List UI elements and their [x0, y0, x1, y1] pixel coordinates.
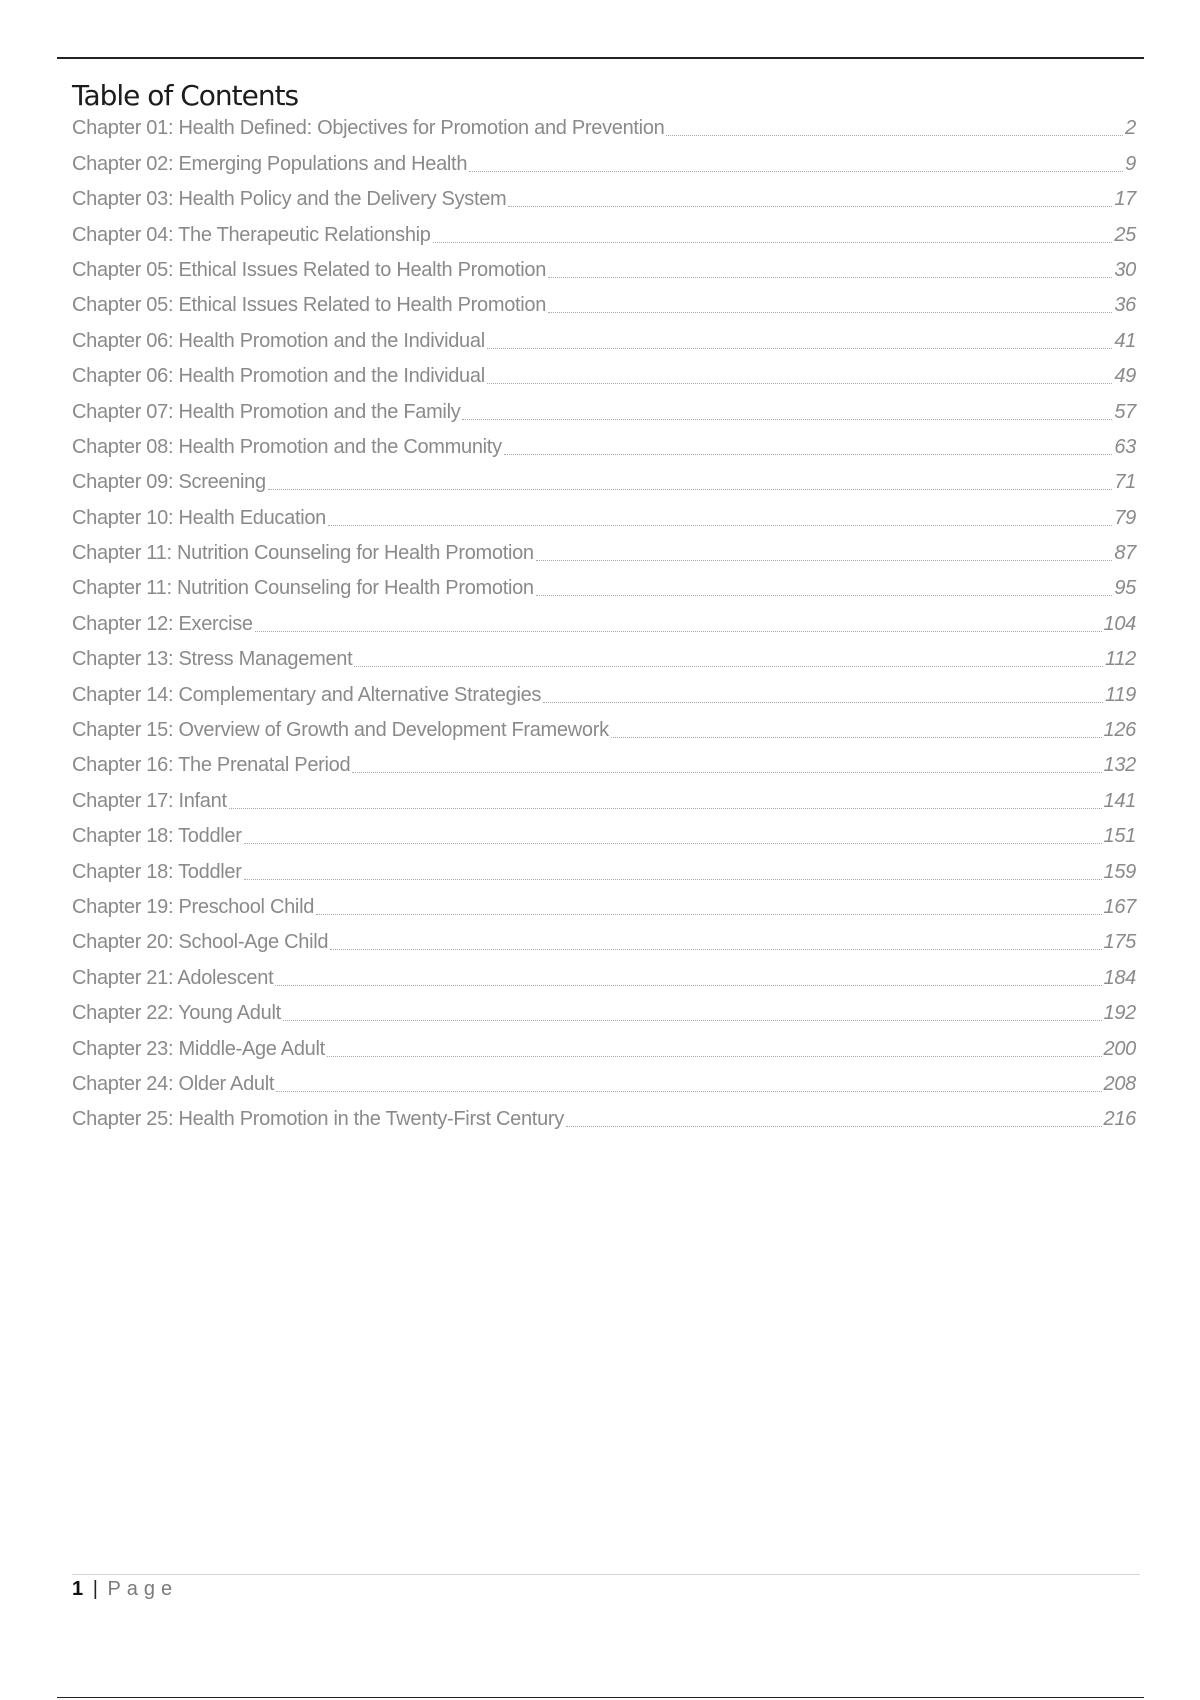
toc-dot-leader	[666, 135, 1123, 136]
toc-dot-leader	[255, 631, 1102, 632]
toc-entry[interactable]	[72, 961, 1136, 996]
toc-entry[interactable]	[72, 324, 1136, 359]
toc-entry-page: 184	[1103, 966, 1136, 989]
toc-entry-label: Chapter 04: The Therapeutic Relationship	[72, 223, 431, 246]
toc-entry-page: 192	[1103, 1002, 1136, 1025]
toc-entry[interactable]	[72, 501, 1136, 536]
toc-dot-leader	[536, 595, 1113, 596]
toc-entry-page: 151	[1103, 825, 1136, 848]
toc-dot-leader	[327, 1056, 1102, 1057]
footer-separator: |	[92, 1578, 98, 1600]
toc-entry-label: Chapter 18: Toddler	[72, 825, 242, 848]
toc-entry[interactable]	[72, 749, 1136, 784]
toc-entry-label: Chapter 05: Ethical Issues Related to Health Promotion	[72, 294, 547, 317]
toc-dot-leader	[275, 985, 1101, 986]
toc-dot-leader	[229, 808, 1102, 809]
toc-entry-label: Chapter 25: Health Promotion in the Twenty-First Century	[72, 1108, 564, 1131]
page-title: Table of Contents	[72, 78, 299, 112]
toc-entry[interactable]	[72, 714, 1136, 749]
toc-entry-label: Chapter 13: Stress Management	[72, 648, 353, 671]
toc-entry[interactable]	[72, 218, 1136, 253]
toc-dot-leader	[566, 1126, 1102, 1127]
toc-entry-page: 175	[1103, 931, 1136, 954]
toc-dot-leader	[536, 560, 1113, 561]
toc-dot-leader	[354, 666, 1103, 667]
toc-entry[interactable]	[72, 431, 1136, 466]
toc-entry-page: 141	[1103, 789, 1136, 812]
toc-entry[interactable]	[72, 1103, 1136, 1138]
toc-entry-page: 57	[1114, 400, 1136, 423]
toc-entry[interactable]	[72, 820, 1136, 855]
toc-entry-label: Chapter 15: Overview of Growth and Development Framework	[72, 719, 609, 742]
toc-entry-label: Chapter 23: Middle-Age Adult	[72, 1037, 325, 1060]
toc-entry-label: Chapter 24: Older Adult	[72, 1072, 275, 1095]
toc-entry-label: Chapter 07: Health Promotion and the Family	[72, 400, 461, 423]
toc-entry-label: Chapter 03: Health Policy and the Delivery System	[72, 188, 507, 211]
footer-page-label: Page	[107, 1578, 179, 1600]
toc-entry-label: Chapter 02: Emerging Populations and Health	[72, 152, 468, 175]
toc-entry[interactable]	[72, 254, 1136, 289]
toc-entry-page: 49	[1114, 365, 1136, 388]
toc-entry-page: 200	[1103, 1037, 1136, 1060]
toc-dot-leader	[330, 949, 1101, 950]
toc-entry-page: 17	[1114, 188, 1136, 211]
toc-dot-leader	[548, 277, 1112, 278]
toc-entry-label: Chapter 10: Health Education	[72, 506, 326, 529]
toc-list	[72, 112, 1136, 1138]
footer-rule	[72, 1574, 1140, 1575]
toc-entry-label: Chapter 11: Nutrition Counseling for Health Promotion	[72, 577, 534, 600]
toc-entry-label: Chapter 05: Ethical Issues Related to Health Promotion	[72, 258, 547, 281]
toc-dot-leader	[328, 525, 1112, 526]
toc-entry[interactable]	[72, 643, 1136, 678]
toc-dot-leader	[433, 242, 1113, 243]
toc-dot-leader	[276, 1091, 1101, 1092]
toc-entry-label: Chapter 09: Screening	[72, 471, 266, 494]
toc-entry-label: Chapter 17: Infant	[72, 789, 227, 812]
toc-entry-label: Chapter 18: Toddler	[72, 860, 242, 883]
toc-entry-page: 63	[1114, 435, 1136, 458]
toc-entry-page: 208	[1103, 1072, 1136, 1095]
toc-entry[interactable]	[72, 112, 1136, 147]
toc-dot-leader	[548, 312, 1112, 313]
toc-dot-leader	[611, 737, 1102, 738]
toc-entry[interactable]	[72, 1032, 1136, 1067]
toc-dot-leader	[462, 419, 1112, 420]
toc-entry-page: 87	[1114, 542, 1136, 565]
toc-entry-page: 216	[1103, 1108, 1136, 1131]
top-rule	[57, 57, 1144, 59]
toc-entry-label: Chapter 01: Health Defined: Objectives for Promotion and Prevention	[72, 117, 665, 140]
toc-dot-leader	[352, 772, 1101, 773]
toc-dot-leader	[487, 383, 1113, 384]
toc-entry[interactable]	[72, 1068, 1136, 1103]
toc-entry-page: 132	[1103, 754, 1136, 777]
toc-entry[interactable]	[72, 147, 1136, 182]
toc-entry-page: 2	[1125, 117, 1136, 140]
toc-entry[interactable]	[72, 607, 1136, 642]
page-footer	[72, 1578, 178, 1601]
toc-dot-leader	[469, 171, 1123, 172]
toc-entry-page: 112	[1105, 648, 1136, 671]
toc-entry[interactable]	[72, 926, 1136, 961]
toc-entry-label: Chapter 06: Health Promotion and the Individual	[72, 329, 485, 352]
toc-entry[interactable]	[72, 784, 1136, 819]
toc-entry-label: Chapter 11: Nutrition Counseling for Health Promotion	[72, 542, 534, 565]
footer-page-number: 1	[72, 1578, 84, 1600]
toc-entry-page: 41	[1114, 329, 1136, 352]
toc-dot-leader	[244, 879, 1102, 880]
toc-entry[interactable]	[72, 395, 1136, 430]
toc-entry-page: 95	[1114, 577, 1136, 600]
toc-entry-page: 167	[1103, 895, 1136, 918]
toc-entry-page: 36	[1114, 294, 1136, 317]
toc-entry-page: 9	[1125, 152, 1136, 175]
toc-entry[interactable]	[72, 183, 1136, 218]
toc-entry[interactable]	[72, 855, 1136, 890]
toc-entry-label: Chapter 16: The Prenatal Period	[72, 754, 351, 777]
toc-entry-label: Chapter 21: Adolescent	[72, 966, 274, 989]
toc-entry-page: 25	[1114, 223, 1136, 246]
toc-entry-label: Chapter 12: Exercise	[72, 612, 253, 635]
toc-entry-page: 30	[1114, 258, 1136, 281]
toc-entry-label: Chapter 19: Preschool Child	[72, 895, 315, 918]
toc-dot-leader	[487, 348, 1113, 349]
toc-entry-page: 119	[1105, 683, 1136, 706]
toc-entry-label: Chapter 06: Health Promotion and the Individual	[72, 365, 485, 388]
toc-entry-page: 71	[1114, 471, 1136, 494]
bottom-rule	[57, 1697, 1144, 1698]
toc-entry[interactable]	[72, 466, 1136, 501]
toc-entry-label: Chapter 08: Health Promotion and the Community	[72, 435, 502, 458]
toc-entry-page: 104	[1103, 612, 1136, 635]
toc-entry-page: 79	[1114, 506, 1136, 529]
toc-entry-label: Chapter 22: Young Adult	[72, 1002, 281, 1025]
toc-entry[interactable]	[72, 360, 1136, 395]
toc-dot-leader	[268, 489, 1113, 490]
toc-entry[interactable]	[72, 678, 1136, 713]
toc-entry-page: 159	[1103, 860, 1136, 883]
toc-entry-page: 126	[1103, 719, 1136, 742]
toc-entry-label: Chapter 20: School-Age Child	[72, 931, 329, 954]
toc-dot-leader	[504, 454, 1113, 455]
toc-dot-leader	[283, 1020, 1102, 1021]
toc-dot-leader	[316, 914, 1101, 915]
toc-dot-leader	[508, 206, 1112, 207]
toc-entry[interactable]	[72, 891, 1136, 926]
toc-entry-label: Chapter 14: Complementary and Alternative Strategies	[72, 683, 542, 706]
toc-entry[interactable]	[72, 289, 1136, 324]
toc-entry[interactable]	[72, 572, 1136, 607]
toc-dot-leader	[244, 843, 1102, 844]
toc-entry[interactable]	[72, 997, 1136, 1032]
toc-dot-leader	[543, 702, 1103, 703]
toc-entry[interactable]	[72, 537, 1136, 572]
